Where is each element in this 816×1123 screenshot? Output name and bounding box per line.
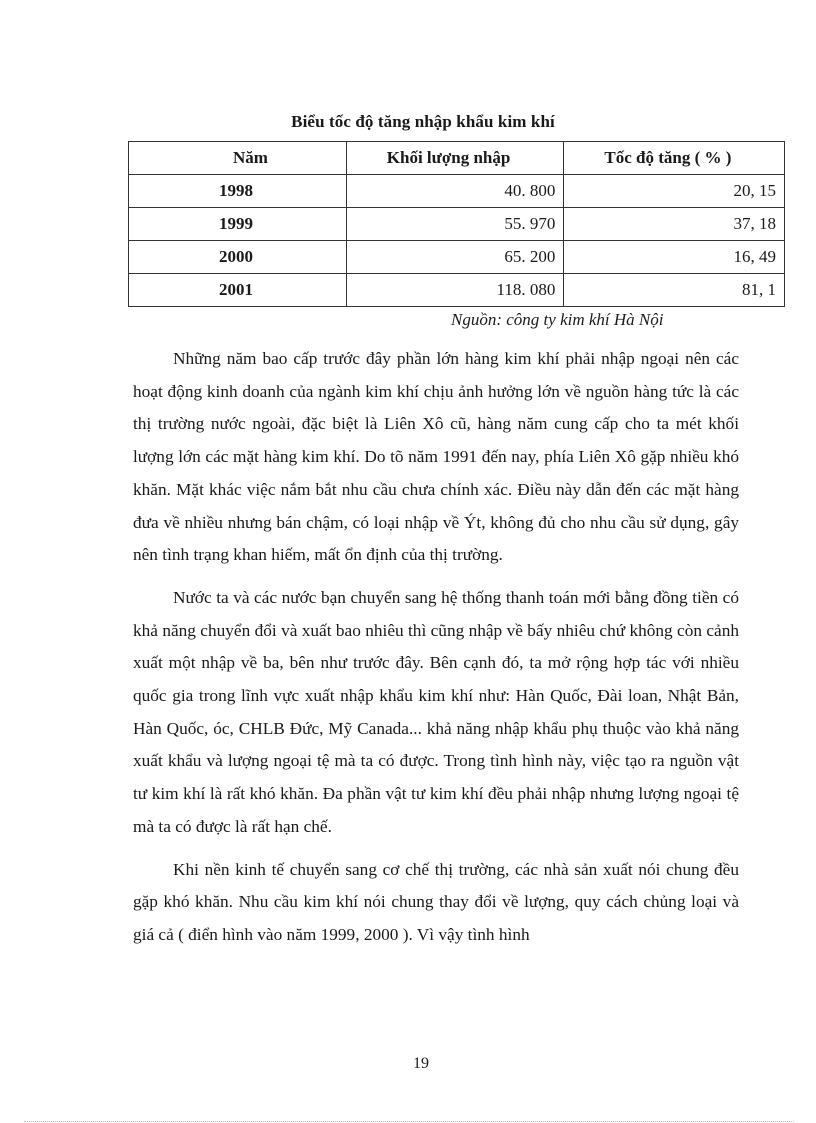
year-cell: 2001 xyxy=(129,274,347,307)
table-source-note: Nguồn: công ty kim khí Hà Nội xyxy=(451,310,664,329)
table-row xyxy=(129,208,785,241)
year-cell: 2000 xyxy=(129,241,347,274)
body-text xyxy=(133,343,739,962)
year-cell: 1999 xyxy=(129,208,347,241)
volume-cell: 55. 970 xyxy=(346,208,564,241)
volume-cell: 65. 200 xyxy=(346,241,564,274)
volume-cell: 40. 800 xyxy=(346,175,564,208)
import-growth-table xyxy=(128,141,785,307)
page-number: 19 xyxy=(413,1055,429,1072)
paragraph-2: Nước ta và các nước bạn chuyển sang hệ thống thanh toán mới bằng đồng tiền có khả năng chuyển đổi và xuất bao nhiêu thì cũng nhập về bấy nhiêu chứ không còn cảnh xuất một nhập về ba, bên như trước đây. Bên cạnh đó, ta mở rộng hợp tác với nhiều quốc gia trong lĩnh vực xuất nhập khẩu kim khí như: Hàn Quốc, Đài loan, Nhật Bản, Hàn Quốc, óc, CHLB Đức, Mỹ Canada... khả năng nhập khẩu phụ thuộc vào khả năng xuất khẩu và lượng ngoại tệ mà ta có được. Trong tình hình này, việc tạo ra nguồn vật tư kim khí là rất khó khăn. Đa phần vật tư kim khí đều phải nhập nhưng lượng ngoại tệ mà ta có được là rất hạn chế. xyxy=(133,587,739,836)
volume-cell: 118. 080 xyxy=(346,274,564,307)
table-title: Biểu tốc độ tăng nhập khẩu kim khí xyxy=(291,112,555,131)
growth-cell: 16, 49 xyxy=(564,241,785,274)
page-bottom-divider xyxy=(24,1121,794,1122)
year-cell: 1998 xyxy=(129,175,347,208)
paragraph-3: Khi nền kinh tế chuyển sang cơ chế thị trường, các nhà sản xuất nói chung đều gặp khó khăn. Nhu cầu kim khí nói chung thay đổi về lượng, quy cách chủng loại và giá cả ( điển hình vào năm 1999, 2000 ). Vì vậy tình hình xyxy=(133,859,739,944)
header-growth: Tốc độ tăng ( % ) xyxy=(564,142,785,175)
paragraph-1: Những năm bao cấp trước đây phần lớn hàng kim khí phải nhập ngoại nên các hoạt động kinh doanh của ngành kim khí chịu ảnh hưởng lớn về nguồn hàng tức là các thị trường nước ngoài, đặc biệt là Liên Xô cũ, hàng năm cung cấp cho ta mét khối lượng lớn các mặt hàng kim khí. Do tõ năm 1991 đến nay, phía Liên Xô gặp nhiều khó khăn. Mặt khác việc nắm bắt nhu cầu chưa chính xác. Điều này dẫn đến các mặt hàng đưa về nhiều nhưng bán chậm, có loại nhập về Ýt, không đủ cho nhu cầu sử dụng, gây nên tình trạng khan hiếm, mất ổn định của thị trường. xyxy=(133,349,739,565)
growth-cell: 37, 18 xyxy=(564,208,785,241)
growth-cell: 20, 15 xyxy=(564,175,785,208)
growth-cell: 81, 1 xyxy=(564,274,785,307)
header-year: Năm xyxy=(129,142,347,175)
header-volume: Khối lượng nhập xyxy=(346,142,564,175)
table-header-row xyxy=(129,142,785,175)
table-row xyxy=(129,241,785,274)
table-row xyxy=(129,274,785,307)
table-row xyxy=(129,175,785,208)
